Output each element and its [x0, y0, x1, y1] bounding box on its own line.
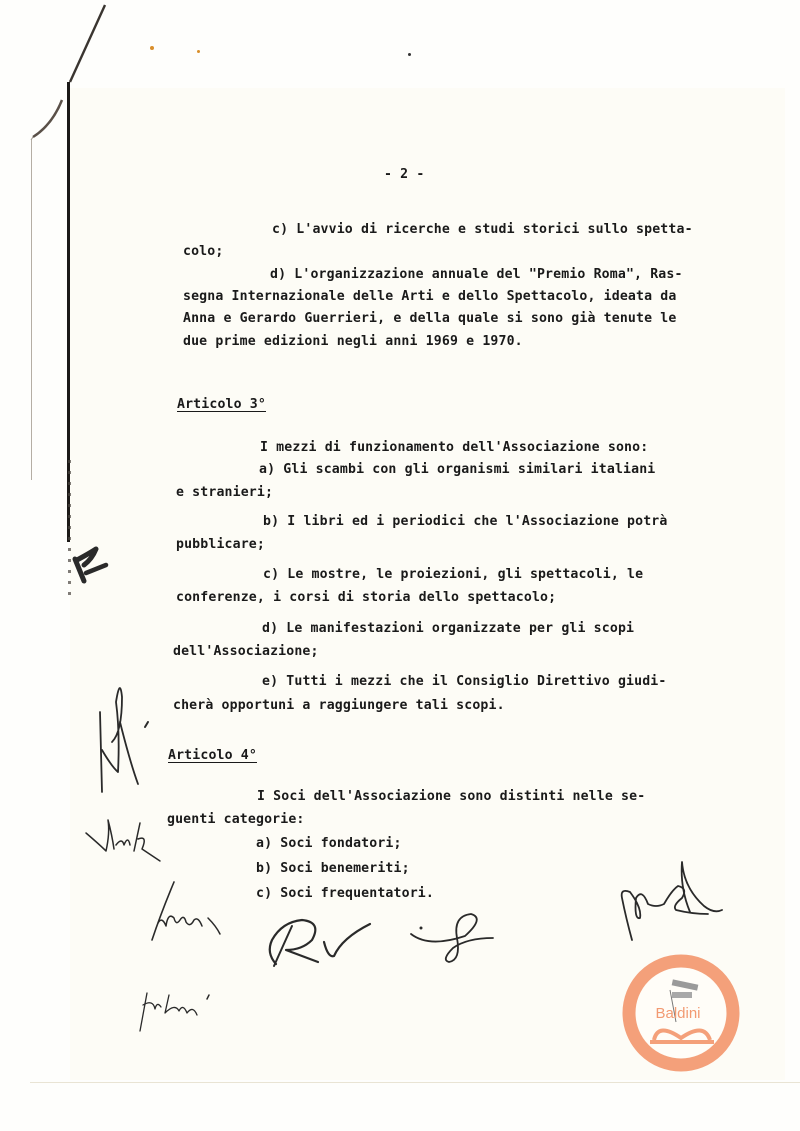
signature-left-3: [146, 878, 236, 948]
signature-center-rv: [262, 908, 392, 978]
article-3-item-d-line-1: d) Le manifestazioni organizzate per gli scopi: [262, 621, 635, 636]
article-3-item-c-line-1: c) Le mostre, le proiezioni, gli spettacoli, le: [263, 567, 644, 582]
article-3-item-c-line-2: conferenze, i corsi di storia dello spettacolo;: [176, 590, 557, 605]
paper-speck: [197, 50, 200, 53]
article-3-item-e-line-1: e) Tutti i mezzi che il Consiglio Direttivo giudi-: [262, 674, 667, 689]
item-c-line-2: colo;: [183, 244, 224, 259]
item-d-line-1: d) L'organizzazione annuale del "Premio Roma", Ras-: [270, 267, 683, 282]
article-3-intro: I mezzi di funzionamento dell'Associazione sono:: [260, 440, 649, 455]
article-4-intro-line-1: I Soci dell'Associazione sono distinti nelle se-: [257, 789, 646, 804]
article-3-item-e-line-2: cherà opportuni a raggiungere tali scopi.: [173, 698, 505, 713]
item-d-line-2: segna Internazionale delle Arti e dello Spettacolo, ideata da: [183, 289, 677, 304]
signature-left-2: [82, 815, 172, 865]
article-3-item-b-line-1: b) I libri ed i periodici che l'Associazione potrà: [263, 514, 668, 529]
handwritten-margin-mark: [70, 545, 120, 595]
baldini-logo-watermark: [620, 952, 742, 1074]
paper-speck: [150, 46, 154, 50]
paper-speck: [408, 53, 411, 56]
article-3-item-a-line-1: a) Gli scambi con gli organismi similari italiani: [259, 462, 656, 477]
signature-left-1: [90, 672, 160, 802]
page-bottom-edge: [30, 1082, 800, 1083]
logo-text: Baldini: [655, 1005, 701, 1022]
page-edge-line: [31, 140, 32, 480]
article-4-item-b: b) Soci benemeriti;: [256, 861, 410, 876]
page-fold-corner: [0, 0, 120, 150]
article-4-item-a: a) Soci fondatori;: [256, 836, 402, 851]
signature-right: [612, 848, 732, 948]
signature-left-4: [135, 985, 235, 1035]
article-4-intro-line-2: guenti categorie:: [167, 812, 305, 827]
signature-center-loop: [405, 908, 505, 968]
article-3-item-a-line-2: e stranieri;: [176, 485, 274, 500]
article-4-item-c: c) Soci frequentatori.: [256, 886, 434, 901]
item-d-line-3: Anna e Gerardo Guerrieri, e della quale si sono già tenute le: [183, 311, 677, 326]
article-3-item-b-line-2: pubblicare;: [176, 537, 265, 552]
item-d-line-4: due prime edizioni negli anni 1969 e 1970.: [183, 334, 523, 349]
page-number: - 2 -: [384, 167, 425, 182]
article-3-item-d-line-2: dell'Associazione;: [173, 644, 319, 659]
item-c-line-1: c) L'avvio di ricerche e studi storici sullo spetta-: [272, 222, 693, 237]
article-4-heading: Articolo 4°: [168, 748, 257, 763]
article-3-heading: Articolo 3°: [177, 397, 266, 412]
